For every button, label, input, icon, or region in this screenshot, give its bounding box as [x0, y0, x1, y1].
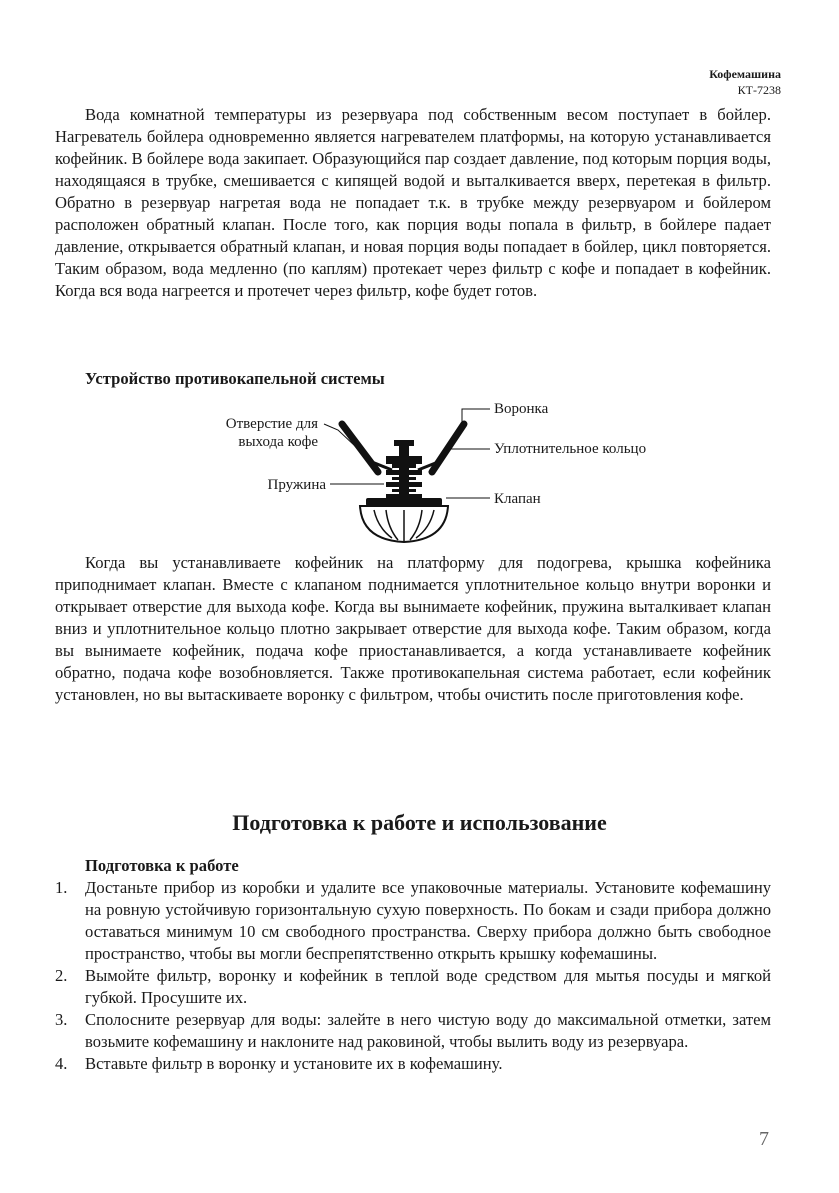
- step-text: Вымойте фильтр, воронку и кофейник в теплой воде средством для мытья посуды и мягкой губкой. Просушите их.: [85, 966, 771, 1007]
- prep-steps-list: [55, 877, 771, 1075]
- leader-outlet: [324, 424, 372, 462]
- label-spring: Пружина: [267, 477, 326, 493]
- valve-collar: [386, 456, 422, 464]
- step-number: 1.: [55, 878, 68, 897]
- bowl-ribs: [374, 510, 434, 541]
- funnel-right-wall: [432, 424, 464, 472]
- seal-ring-right: [418, 462, 438, 470]
- step-text: Вставьте фильтр в воронку и установите их в кофемашину.: [85, 1054, 503, 1073]
- label-outlet-line2: выхода кофе: [238, 434, 318, 450]
- intro-paragraph: Вода комнатной температуры из резервуара под собственным весом поступает в бойлер. Нагреватель бойлера одновременно является нагревателем платформы, на которую устанавливается кофейник. В бойлере вода закипает. Образующийся пар создает давление, под которым порция воды, находящаяся в трубке, смешивается с кипящей водой и выталкивается вверх, перетекая в фильтр. Обратно в резервуар нагретая вода не попадает т.к. в трубке между резервуаром и бойлером расположен обратный клапан. После того, как порция воды попала в фильтр, в бойлере падает давление, открывается обратный клапан, и новая порция воды попадает в бойлер, цикл повторяется. Таким образом, вода медленно (по каплям) протекает через фильтр с кофе и попадает в кофейник. Когда вся вода нагреется и протечет через фильтр, кофе будет готов.: [55, 105, 771, 300]
- prep-subheading: Подготовка к работе: [85, 856, 239, 875]
- spring: [386, 464, 422, 504]
- document-header: [709, 66, 781, 98]
- step-number: 3.: [55, 1010, 68, 1029]
- leader-seal: [432, 449, 490, 470]
- valve-stem-top: [399, 446, 409, 456]
- seal-ring-left: [372, 462, 392, 470]
- model-number: КТ-7238: [737, 83, 781, 97]
- valve-disc: [366, 498, 442, 506]
- label-outlet: [226, 415, 318, 451]
- product-name: Кофемашина: [709, 67, 781, 81]
- step-text: Достаньте прибор из коробки и удалите все упаковочные материалы. Установите кофемашину на ровную устойчивую горизонтальную сухую поверхность. По бокам и сзади прибора должно оставаться минимум 10 см свободного пространства. Сверху прибора должно быть свободное пространство, чтобы вы могли беспрепятственно открыть крышку кофемашины.: [85, 878, 771, 963]
- step-text: Сполосните резервуар для воды: залейте в него чистую воду до максимальной отметки, затем возьмите кофемашину и наклоните над раковиной, чтобы вылить воду из резервуара.: [85, 1010, 771, 1051]
- list-item: [55, 965, 771, 1009]
- antidrip-paragraph: Когда вы устанавливаете кофейник на платформу для подогрева, крышка кофейника приподнимает клапан. Вместе с клапаном поднимается уплотнительное кольцо внутри воронки и открывает отверстие для выхода кофе. Когда вы вынимаете кофейник, пружина выталкивает клапан вниз и уплотнительное кольцо плотно закрывает отверстие для выхода кофе. Таким образом, когда вы вынимаете кофейник, подача кофе приостанавливается, а когда устанавливаете кофейник обратно, подача кофе возобновляется. Также противокапельная система работает, если кофейник установлен, но вы вытаскиваете воронку с фильтром, чтобы очистить после приготовления кофе.: [55, 553, 771, 704]
- label-funnel: Воронка: [494, 401, 549, 417]
- list-item: [55, 877, 771, 965]
- list-item: [55, 1053, 771, 1075]
- label-outlet-line1: Отверстие для: [225, 416, 318, 432]
- label-valve: Клапан: [494, 491, 541, 507]
- label-seal-ring: Уплотнительное кольцо: [494, 441, 647, 457]
- step-number: 4.: [55, 1054, 68, 1073]
- antidrip-heading: Устройство противокапельной системы: [85, 369, 385, 388]
- funnel-left-wall: [342, 424, 378, 472]
- list-item: [55, 1009, 771, 1053]
- leader-funnel: [462, 409, 490, 428]
- bowl-outline: [360, 506, 448, 542]
- valve-cap: [394, 440, 414, 446]
- section-title: Подготовка к работе и использование: [232, 810, 607, 835]
- step-number: 2.: [55, 966, 68, 985]
- page-number: 7: [759, 1128, 769, 1150]
